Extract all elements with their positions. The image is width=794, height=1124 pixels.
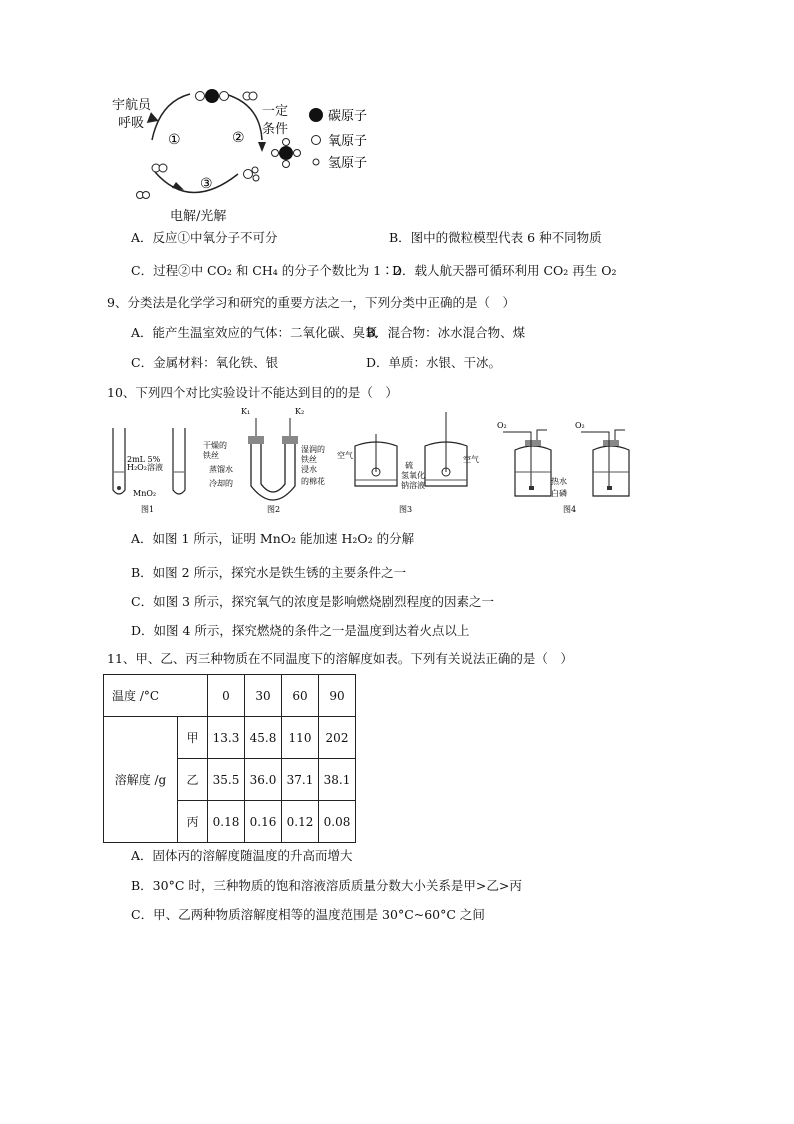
temp-cell: 90 — [319, 675, 356, 717]
step2-label: ② — [232, 130, 245, 146]
substance-name: 丙 — [177, 801, 207, 843]
fig2-left-3: 蒸馏水 — [209, 465, 233, 474]
value-cell: 37.1 — [282, 759, 319, 801]
value-cell: 110 — [282, 717, 319, 759]
fig1-label-3: MnO₂ — [133, 489, 157, 498]
condition-label-2: 条件 — [262, 122, 289, 137]
temp-cell: 0 — [208, 675, 245, 717]
legend-carbon: 碳原子 — [328, 109, 368, 124]
fig4-o2-right: O₂ — [575, 421, 585, 430]
q9-stem: 9、分类法是化学学习和研究的重要方法之一，下列分类中正确的是（ ） — [107, 295, 515, 310]
value-cell: 45.8 — [245, 717, 282, 759]
fig4-phos-label: 白磷 — [551, 489, 567, 498]
fig3-center-1: 硫 — [405, 461, 413, 470]
fig4-water-label: 热水 — [551, 477, 567, 486]
substance-name: 甲 — [177, 717, 207, 759]
q11-option-a: A．固体丙的溶解度随温度的升高而增大 — [131, 848, 353, 863]
q9-option-a: A．能产生温室效应的气体：二氧化碳、臭氧 — [131, 325, 378, 340]
table-row — [104, 675, 356, 717]
fig2-right-2: 铁丝 — [301, 455, 317, 464]
q8-option-c: C．过程②中 CO₂ 和 CH₄ 的分子个数比为 1∶2 — [131, 263, 402, 278]
temp-cell: 60 — [282, 675, 319, 717]
temp-header: 温度 /°C — [104, 675, 208, 717]
table-row — [104, 717, 356, 759]
fig2-right-4: 的棉花 — [301, 477, 325, 486]
step1-label: ① — [168, 132, 181, 148]
q10-option-d: D．如图 4 所示，探究燃烧的条件之一是温度到达着火点以上 — [131, 623, 470, 638]
q11-stem: 11、甲、乙、丙三种物质在不同温度下的溶解度如表。下列有关说法正确的是（ ） — [107, 651, 573, 666]
solubility-table — [103, 674, 356, 843]
fig4-caption: 图4 — [563, 505, 577, 514]
solubility-header: 溶解度 /g — [104, 717, 178, 843]
value-cell: 38.1 — [319, 759, 356, 801]
value-cell: 13.3 — [208, 717, 245, 759]
value-cell: 0.12 — [282, 801, 319, 843]
fig2-left-1: 干燥的 — [203, 441, 227, 450]
fig2-right-1: 湿润的 — [301, 445, 325, 454]
condition-label-1: 一定 — [262, 104, 289, 119]
value-cell: 0.08 — [319, 801, 356, 843]
fig2-k1: K₁ — [241, 407, 251, 416]
fig3-right-label: 空气 — [463, 455, 479, 464]
fig1-label-1: 2mL 5% — [127, 455, 161, 464]
fig2-caption: 图2 — [267, 505, 281, 514]
q10-stem: 10、下列四个对比实验设计不能达到目的的是（ ） — [107, 385, 398, 400]
substance-name: 乙 — [177, 759, 207, 801]
q10-option-a: A．如图 1 所示，证明 MnO₂ 能加速 H₂O₂ 的分解 — [131, 531, 415, 546]
temp-cell: 30 — [245, 675, 282, 717]
value-cell: 35.5 — [208, 759, 245, 801]
fig3-left-label: 空气 — [337, 451, 353, 460]
fig2-left-4: 冷却的 — [209, 479, 233, 488]
value-cell: 36.0 — [245, 759, 282, 801]
value-cell: 0.16 — [245, 801, 282, 843]
q8-option-a: A．反应①中氧分子不可分 — [131, 230, 278, 245]
experiment-figures — [105, 406, 635, 516]
electrolysis-label: 电解/光解 — [170, 209, 227, 224]
fig2-k2: K₂ — [295, 407, 305, 416]
fig3-center-2: 氢氧化 — [401, 471, 425, 480]
fig1-label-2: H₂O₂溶液 — [127, 463, 163, 472]
fig1-caption: 图1 — [141, 505, 155, 514]
q8-option-b: B．图中的微粒模型代表 6 种不同物质 — [389, 230, 602, 245]
fig2-right-3: 浸水 — [301, 465, 317, 474]
legend-hydrogen: 氢原子 — [328, 156, 368, 171]
fig3-caption: 图3 — [399, 505, 413, 514]
q9-option-d: D．单质：水银、干冰。 — [366, 355, 502, 370]
legend-oxygen: 氧原子 — [328, 134, 368, 149]
fig3-center-3: 钠溶液 — [401, 481, 425, 490]
q10-option-b: B．如图 2 所示，探究水是铁生锈的主要条件之一 — [131, 565, 407, 580]
q11-option-b: B．30°C 时，三种物质的饱和溶液溶质质量分数大小关系是甲>乙>丙 — [131, 878, 522, 893]
value-cell: 0.18 — [208, 801, 245, 843]
step3-label: ③ — [200, 176, 213, 192]
q10-option-c: C．如图 3 所示，探究氧气的浓度是影响燃烧剧烈程度的因素之一 — [131, 594, 494, 609]
value-cell: 202 — [319, 717, 356, 759]
q8-option-d: D．载人航天器可循环利用 CO₂ 再生 O₂ — [392, 263, 617, 278]
fig4-o2-left: O₂ — [497, 421, 507, 430]
fig2-left-2: 铁丝 — [203, 451, 219, 460]
q9-option-c: C．金属材料：氧化铁、银 — [131, 355, 279, 370]
astronaut-label-2: 呼吸 — [118, 116, 145, 131]
q9-option-b: B．混合物：冰水混合物、煤 — [366, 325, 526, 340]
q11-option-c: C．甲、乙两种物质溶解度相等的温度范围是 30°C~60°C 之间 — [131, 907, 485, 922]
astronaut-label-1: 宇航员 — [112, 98, 152, 113]
